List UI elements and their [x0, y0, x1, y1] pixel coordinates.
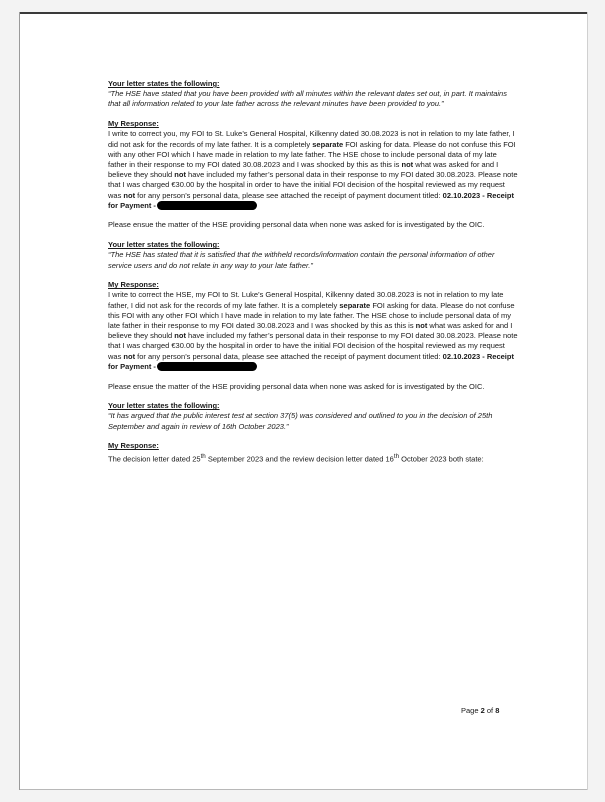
body-paragraph: Please ensue the matter of the HSE providing personal data when none was asked for is investigated by the OIC. [108, 381, 485, 391]
text-run: The decision letter dated 25 [108, 454, 201, 464]
section-investigate-1 [108, 220, 518, 230]
section-investigate-2 [108, 382, 518, 392]
receipt-title: 02.10.2023 - Receipt for Payment - [108, 190, 514, 210]
letter-body [108, 79, 518, 474]
body-paragraph: Please ensue the matter of the HSE providing personal data when none was asked for is investigated by the OIC. [108, 220, 485, 230]
bold-run: not [401, 159, 414, 169]
section-letter-states-2 [108, 240, 518, 271]
page-label: Page [461, 706, 481, 715]
bold-run: not [174, 331, 186, 341]
text-run: for any person’s personal data, please see attached the receipt of payment document titled: [135, 190, 443, 200]
section-heading: Your letter states the following: [108, 240, 220, 250]
text-run: what was asked for and I believe they should [108, 321, 513, 341]
section-heading: Your letter states the following: [108, 401, 220, 411]
bold-run: not [123, 351, 136, 361]
ordinal-suffix: th [393, 452, 400, 460]
redaction-mark [157, 201, 257, 210]
section-heading: My Response: [108, 119, 159, 129]
text-run: have included my father’s personal data in their response to my FOI dated 30.08.2023. Please note that I was charged €30.00 by the hospital in order to have the initial FOI decision of the hospital reviewed as my request was [108, 331, 518, 361]
page-total: 8 [495, 706, 500, 715]
text-run: for any person’s personal data, please see attached the receipt of payment document titled: [135, 351, 443, 361]
text-run: FOI asking for data. Please do not confuse this FOI with any other FOI which I have made in relation to my late father. The HSE chose to include personal data of my late father in their response to my FOI dated 30.08.2023 and I was shocked by this as this is [108, 139, 516, 169]
quoted-text: “The HSE have stated that you have been provided with all minutes within the relevant dates set out, in part. It maintains that all information related to your late father across the relevant minutes have been provided to you.” [108, 89, 507, 109]
response-paragraph [108, 129, 518, 211]
scan-top-edge [20, 12, 587, 14]
quoted-text: “The HSE has stated that it is satisfied that the withheld records/information contain the personal information of other service users and do not relate in any way to your late father.” [108, 250, 495, 270]
redaction-mark [157, 362, 257, 371]
scan-bottom-edge [20, 789, 587, 790]
page-of: of [484, 706, 496, 715]
section-my-response-2 [108, 280, 518, 372]
text-run: October 2023 both state: [399, 454, 484, 464]
ordinal-suffix: th [200, 452, 206, 460]
text-run: have included my father’s personal data in their response to my FOI dated 30.08.2023. Please note that I was charged €30.00 by the hospital in order to have the initial FOI decision of the hospital reviewed as my request was [108, 170, 518, 200]
section-heading: My Response: [108, 280, 159, 290]
section-my-response-3 [108, 441, 518, 464]
section-my-response-1 [108, 119, 518, 211]
bold-run: not [123, 190, 136, 200]
bold-run: separate [339, 300, 371, 310]
section-letter-states-3 [108, 401, 518, 432]
text-run: FOI asking for data. Please do not confuse this FOI with any other FOI which I have made in relation to my late father. The HSE chose to include personal data of my late father in their response to my FOI dated 30.08.2023 and I was shocked by this as this is [108, 300, 515, 331]
bold-run: not [174, 170, 186, 180]
bold-run: not [415, 321, 428, 331]
section-heading: My Response: [108, 441, 159, 451]
document-page [19, 12, 588, 790]
response-paragraph [108, 452, 518, 465]
quoted-text: “It has argued that the public interest test at section 37(5) was considered and outlined to you in the decision of 25th September and again in review of 16th October 2023.” [108, 411, 493, 431]
section-heading: Your letter states the following: [108, 79, 220, 88]
receipt-title: 02.10.2023 - Receipt for Payment - [108, 351, 514, 371]
text-run: I write to correct you, my FOI to St. Luke’s General Hospital, Kilkenny dated 30.08.2023 is not in relation to my late father, I did not ask for the records of my late father. It is a completely [108, 129, 515, 149]
response-paragraph [108, 290, 518, 372]
text-run: September 2023 and the review decision letter dated 16 [205, 454, 394, 464]
section-letter-states-1 [108, 79, 518, 110]
text-run: I write to correct the HSE, my FOI to St. Luke’s General Hospital, Kilkenny dated 30.08.2023 is not in relation to my late father, I did not ask for the records of my late father. It is a completely [108, 290, 504, 310]
bold-run: separate [312, 139, 344, 149]
page-number [461, 706, 499, 715]
text-run: what was asked for and I believe they should [108, 159, 499, 180]
page-current: 2 [480, 706, 485, 715]
